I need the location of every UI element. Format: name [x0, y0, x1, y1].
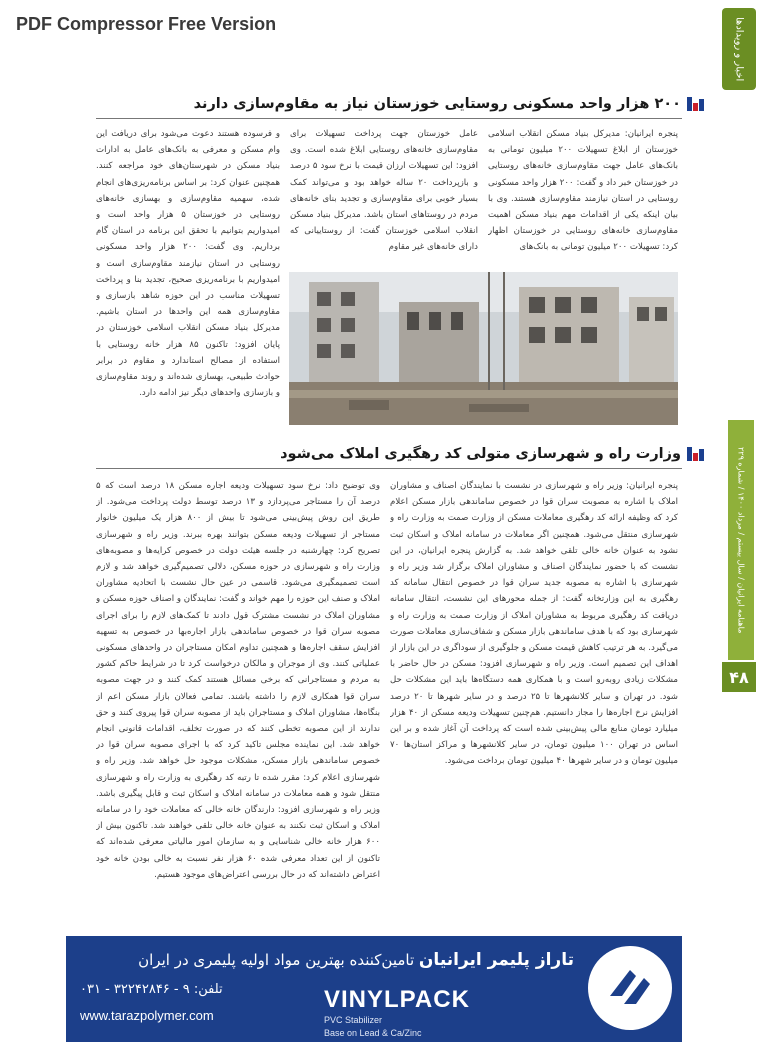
- construction-photo: [289, 272, 678, 425]
- section-tab-label: اخبار و رویدادها: [733, 16, 745, 82]
- ad-product-base: Base on Lead & Ca/Zinc: [324, 1028, 422, 1038]
- title-bullet-icon: [687, 97, 704, 111]
- ad-brand-name: VINYLPACK: [324, 986, 470, 1013]
- article1-col-left: [96, 126, 280, 420]
- article1-title: [194, 96, 704, 112]
- article1-rule: [96, 118, 682, 119]
- page-number: ۴۸: [722, 662, 756, 692]
- article1-title-text: ۲۰۰ هزار واحد مسکونی روستایی خوزستان نیاز به مقاوم‌سازی دارند: [193, 96, 681, 112]
- issue-strip: [728, 420, 754, 660]
- ad-product-line: PVC Stabilizer: [324, 1015, 383, 1025]
- article2-rule: [96, 468, 682, 469]
- ad-phone: تلفن: ۹ - ۳۲۲۴۲۸۴۶ - ۰۳۱: [80, 982, 223, 997]
- article1-col-right-text: پنجره ایرانیان: مدیرکل بنیاد مسکن انقلاب اسلامی خوزستان از ابلاغ تسهیلات ۲۰۰ میلیون تومانی به بانک‌های عامل جهت مقاوم‌سازی خانه‌های روستایی در خوزستان خبر داد و گفت: ۲۰۰ هزار واحد مسکونی روستایی در استان نیازمند مقاوم‌سازی هستند. وی با بیان اینکه یکی از اقدامات مهم بنیاد مسکن اهمیت مقاوم‌سازی خانه‌های روستایی در خوزستان اظهار کرد: تسهیلات ۲۰۰ میلیون تومانی به بانک‌های: [488, 129, 678, 253]
- ad-tagline: [138, 950, 574, 970]
- issue-strip-label: ماهنامه ایرانیان / سال بیستم / مرداد ۱۴۰۰ / شماره ۲۲۹: [736, 446, 746, 634]
- article2-col-left-text: وی توضیح داد: نرخ سود تسهیلات ودیعه اجاره مسکن ۱۸ درصد است که ۵ درصد آن را مستاجر می‌پردازد و ۱۳ درصد توسط دولت پرداخت می‌شود. از طریق این روش پیش‌بینی می‌شود تا بیش از ۸۰۰ هزار یک میلیون خانوار مستاجر از تسهیلات ودیعه مسکن بتوانند بهره ببرند. وزیر راه و شهرسازی تصریح کرد: چهارشنبه در جلسه هیئت دولت در خصوص کرایه‌ها و مصوبه‌های وزارت راه و شهرسازی در حوزه مسکن، دلالی تصمیم‌گیری خواهد شد و لازم است تصمیمگیری می‌شود. قاسمی در عین حال نشست با اتحادیه مشاوران املاک و صنف این حوزه را مهم خواند و گفت: نمایندگان و اصناف حوزه مسکن و مشاوران املاک در نشست مشترک قول دادند تا کمک‌های لازم را برای اجرای مصوبه سران قوا در خصوص ساماندهی بازار اجاره‌بها در خصوص به تسهیه افزایش سقف اجاره‌ها و همچنین تداوم امکان مستاجران در واحدهای مسکونی عملیاتی کنند. وی از موجران و مالکان درخواست کرد تا در شرایط حاکم کشور به مردم و مستاجرانی که برخی مسائل هستند کمک کنند و در جهت مصوبه سران قوا همکاری لازم را داشته باشند. تمامی فعالان بازار مسکن اعم از بنگاه‌ها، مشاوران املاک و مستاجران باید از مصوبه سران قوا پیروی کنند و حق ندارند از این مصوبه تخطی کنند که در صورت تخلف، اقدامات قانونی انجام خواهد شد. این نماینده مجلس تاکید کرد که با اجرای مصوبه سران قوا در خصوص ساماندهی بازار مسکن، مشکلات موجود حل خواهد شد. وزیر راه و شهرسازی اعلام کرد: مقرر شده تا رتبه کد رهگیری به وزارت راه و شهرسازی منتقل شود و همه معاملات در سامانه املاک و اسکان ثبت و قابل پیگیری باشد. وزیر راه و شهرسازی افزود: دارندگان خانه خالی که معاملات خود را در سامانه املاک و اسکان ثبت نکنند به عنوان خانه خالی تلقی خواهند شد. تاکنون بیش از ۶۰۰ هزار خانه خالی شناسایی و به سازمان امور مالیاتی معرفی شده‌اند که تاکنون از این تعداد معرفی شده ۶۰ هزار نفر نسبت به خالی بودن خانه خود اعتراض داشته‌اند که در حال بررسی اعتراض‌های موجود هستیم.: [96, 481, 380, 880]
- construction-photo-image: [289, 272, 678, 425]
- article1-col-left-text: و فرسوده هستند دعوت می‌شود برای دریافت این وام مسکن و معرفی به بانک‌های عامل به ادارات بنیاد مسکن در شهرستان‌های خود مراجعه کنند. همچنین عنوان کرد: بر اساس برنامه‌ریزی‌های انجام شده، سهمیه مقاوم‌سازی و بهسازی خانه‌های روستایی در خوزستان ۵ هزار واحد است و امیدواریم بتوانیم با تحقق این برنامه در استان گام برداریم. وی گفت: ۲۰۰ هزار واحد مسکونی روستایی در استان نیازمند مقاوم‌سازی است و امیدواریم با برنامه‌ریزی صحیح، تجدید بنا و پرداخت تسهیلات مناسب در این حوزه شاهد بازسازی و مقاوم‌سازی همه این واحدها در استان باشیم. مدیرکل بنیاد مسکن انقلاب اسلامی خوزستان در پایان افزود: تاکنون ۸۵ هزار خانه روستایی با استفاده از مصالح استاندارد و مقاوم در برابر حوادث طبیعی، بهسازی شده‌اند و روند مقاوم‌سازی و بازسازی واحدهای دیگر نیز ادامه دارد.: [96, 129, 280, 399]
- article1-col-middle: [290, 126, 478, 266]
- article2-col-left: [96, 478, 380, 930]
- article1-col-middle-text: عامل خوزستان جهت پرداخت تسهیلات برای مقاوم‌سازی خانه‌های روستایی ابلاغ شده است. وی افزود: این تسهیلات ارزان قیمت با نرخ سود ۵ درصد و بازپرداخت ۲۰ ساله خواهد بود و می‌تواند کمک بسیار خوبی برای مقاوم‌سازی و تجدید بنای خانه‌های مردم در روستاهای استان باشد. مدیرکل بنیاد مسکن انقلاب اسلامی خوزستان گفت: از روستاییانی که دارای خانه‌های غیر مقاوم: [290, 129, 478, 253]
- article2-title: [280, 446, 704, 462]
- section-tab: [722, 8, 756, 90]
- article1-col-right: [488, 126, 678, 266]
- pdf-watermark: PDF Compressor Free Version: [16, 14, 277, 34]
- title-bullet-icon: [687, 447, 704, 461]
- article2-col-right-text: پنجره ایرانیان: وزیر راه و شهرسازی در نشست با نمایندگان اصناف و مشاوران املاک با اشاره به مصوبت سران قوا در خصوص ساماندهی بازار مسکن اعلام کرد که وظیفه ارائه کد رهگیری معاملات مسکن از وزارت صمت به وزارت راه و شهرسازی منتقل می‌شود. همچنین اگر معاملات در سامانه املاک و اسکان ثبت نشود به عنوان خانه خالی تلقی خواهد شد. به گزارش پنجره ایرانیان، در این نشست که با حضور نمایندگان اصناف و مشاوران املاک برگزار شد وزیر راه و شهرسازی با اشاره به مصوبه جدید سران قوا در خصوص انتقال سامانه کد رهگیری به این وزارتخانه گفت: از جمله محورهای این نشست، انتقال سامانه دریافت کد رهگیری مربوط به مشاوران املاک از وزارت صمت به وزارت راه و شهرسازی بود که با هدف ساماندهی بازار مسکن و شفاف‌سازی معاملات صورت می‌گیرد. به هر ترتیب کاهش قیمت مسکن و جلوگیری از سوداگری در این بازار از اهداف این تصمیم است. وزیر راه و شهرسازی افزود: مسکن در حال حاضر با مشکلات زیادی روبه‌رو است و با همکاری همه دستگاه‌ها باید این مشکلات حل شود. در تهران و سایر کلانشهرها تا ۲۵ درصد و در سایر شهرها تا ۲۰ درصد افزایش نرخ اجاره‌ها را مجاز دانستیم. هم‌چنین تسهیلات ودیعه مسکن از ۴۰ هزار میلیارد تومان منابع مالی پیش‌بینی شده است که پرداخت آن آغاز شده و بر این اساس در تهران ۱۰۰ میلیون تومان، در سایر کلانشهرها و مراکز استان‌ها ۷۰ میلیون تومان و در سایر شهرها ۴۰ میلیون تومان برداخت می‌شود.: [390, 481, 678, 767]
- ad-company-name: تاراز پلیمر ایرانیان: [418, 950, 574, 970]
- ad-website-link[interactable]: www.tarazpolymer.com: [80, 1008, 214, 1023]
- advertisement-banner[interactable]: [66, 936, 682, 1042]
- article2-title-text: وزارت راه و شهرسازی متولی کد رهگیری املاک می‌شود: [280, 446, 681, 462]
- taraz-logo-icon: [588, 946, 672, 1030]
- article2-col-right: [390, 478, 678, 930]
- ad-tagline-text: تامین‌کننده بهترین مواد اولیه پلیمری در ایران: [138, 951, 415, 969]
